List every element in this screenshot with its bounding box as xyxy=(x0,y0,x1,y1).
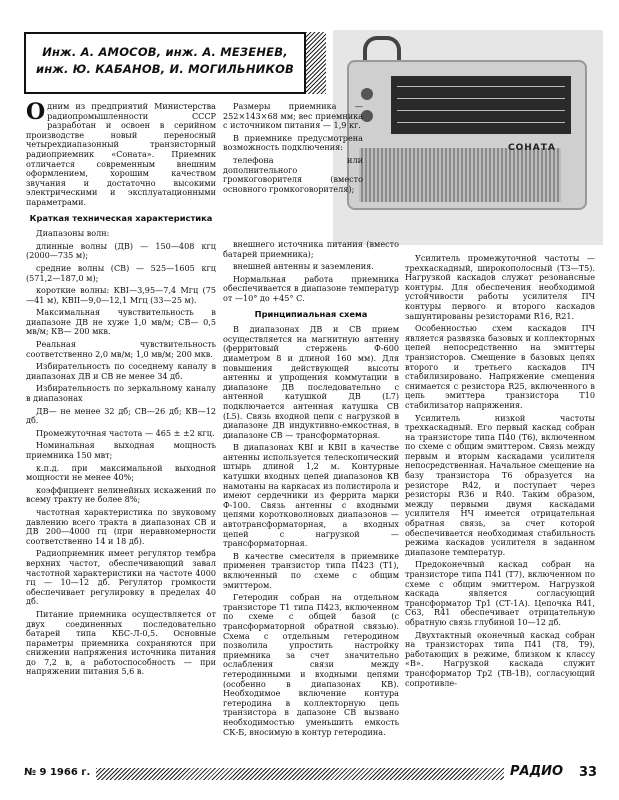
paragraph: средние волны (СВ) — 525—1605 кгц (571,2—187,0 м); xyxy=(26,262,216,283)
radio-speaker-grille xyxy=(359,148,561,202)
paragraph: Избирательность по зеркальному каналу в диапазонах xyxy=(26,383,216,404)
intro-paragraph xyxy=(26,99,216,208)
dropcap: О xyxy=(26,99,46,125)
paragraph: Предоконечный каскад собран на транзисторе типа П41 (T7), включенном по схеме с общим эмиттером. Нагрузкой каскада является согласующий трансформатор Tp1 (СТ-1А). Цепочка R41, C63, R41 обеспечивает отрицательную обратную связь глубиной 10—12 дб. xyxy=(405,559,595,627)
paragraph: Реальная чувствительность соответственно 2,0 мв/м; 1,0 мв/м; 200 мкв. xyxy=(26,339,216,359)
paragraph: ДВ— не менее 32 дб; СВ—26 дб; КВ—12 дб. xyxy=(26,405,216,426)
paragraph: телефона или дополнительного громкоговорителя (вместо основного громкоговорителя); xyxy=(223,154,363,194)
paragraph: Максимальная чувствительность в диапазоне ДВ не хуже 1,0 мв/м; СВ— 0,5 мв/м; КВ— 200 мкв. xyxy=(26,307,216,337)
column-2-top xyxy=(223,102,363,197)
paragraph: Усилитель низкой частоты трехкаскадный. Его первый каскад собран на транзисторе типа П40 (T6), включенном по схеме с общим эмиттером. Связь между первым и вторым каскадами усилителя непосредственная. Начальное смещение на базу транзистора T6 образуется на резисторе R42, и поступает через резисторы R36 и R40. Таким образом, между первыми двумя каскадами усилителя НЧ имеется отрицательная обратная связь, за счет которой обеспечивается необходимая стабильность режима каскадов усилителя в заданном диапазоне температур. xyxy=(405,412,595,557)
paragraph: Гетеродин собран на отдельном транзисторе T1 типа П423, включенном по схеме с общей базой (с трансформаторной обратной связью). Схема с отдельным гетеродином позволила упростить настройку приемника за счет значительно ослабления связи между гетеродинными и входными цепями (особенно в диапазонах КВ). Необходимое включение контура гетеродина в коллекторную цепь транзистора в дапазоне СВ вызвано необходимостью уменьшить емкость CК-Б, вносимую в контур гетеродина. xyxy=(223,592,399,737)
hatch-divider-footer xyxy=(96,768,504,780)
paragraph: В качестве смесителя в приемнике применен транзистор типа П423 (T1), включенный по схеме с общим эмиттером. xyxy=(223,550,399,590)
page-number: 33 xyxy=(579,765,598,780)
paragraph: Радиоприемник имеет регулятор тембра верхних частот, обеспечивающий завал частотной характеристики на частоте 4000 гц — 10—12 дб. Регулятор громкости обеспечивает регулировку в пределах 40 дб. xyxy=(26,548,216,607)
hatch-divider-top xyxy=(306,32,326,94)
paragraph: Избирательность по соседнему каналу в диапазонах ДВ и СВ не менее 34 дб. xyxy=(26,361,216,381)
radio-tuning-panel xyxy=(391,76,571,134)
paragraph: короткие волны: КВI—3,95—7,4 Мгц (75—41 м), КВII—9,0—12,1 Мгц (33—25 м). xyxy=(26,285,216,305)
paragraph: Особенностью схем каскадов ПЧ является развязка базовых и коллекторных цепей непосредственно на эмиттеры транзисторов. Смещение в базовых цепях второго и третьего каскадов ПЧ стабилизировано. Напряжение смещения снимается с резистора R25, включенного в цепь эмиттера транзистора T10 стабилизатор напряжения. xyxy=(405,323,595,410)
paragraph: Номинальная выходная мощность приемника 150 мвт; xyxy=(26,440,216,460)
paragraph: Питание приемника осуществляется от двух соединенных последовательно батарей типа КБС-Л-0,5. Основные параметры приемника сохраняются при снижении напряжения источника питания до 7,2 в, а работоспособность — при напряжении питания 5,6 в. xyxy=(26,608,216,677)
intro-text: дним из предприятий Министерства радиопромышленности СССР разработан и освоен в серийном производстве новый переносный четырехдиапазонный транзисторный радиоприемник «Соната». Приемник отличается современным внешним оформлением, хорошим качеством звучания и достаточно высокими электрическими и эксплуатационными параметрами. xyxy=(26,101,216,207)
paragraph: к.п.д. при максимальной выходной мощности не менее 40%; xyxy=(26,462,216,483)
authors-box xyxy=(24,32,306,94)
paragraph: частотная характеристика по звуковому давлению всего тракта в диапазонах СВ и ДВ 200—4000 гц (при неравномерности соответственно 14 и 18 дб). xyxy=(26,506,216,546)
paragraph: В диапазонах ДВ и СВ прием осуществляется на магнитную антенну (ферритовый стержень Ф-600 диаметром 8 и длиной 160 мм). Для повышения действующей высоты антенны и упрощения коммутации в диапазоне ДВ последовательно с антенной катушкой ДВ (L7) подключается антенная катушка СВ (L5). Связь входной цепи с нагрузкой в диапазоне ДВ индуктивно-емкостная, в диапазоне СВ — трансформаторная. xyxy=(223,324,399,440)
paragraph: Нормальная работа приемника обеспечивается в диапазоне температур от —10° до +45° С. xyxy=(223,273,399,303)
radio-knob xyxy=(361,88,373,100)
issue-number: № 9 1966 г. xyxy=(24,767,91,778)
radio-brand-label: СОНАТА xyxy=(508,143,556,153)
paragraph: Диапазоны волн: xyxy=(36,228,110,239)
paragraph: коэффициент нелинейных искажений по всему тракту не более 8%; xyxy=(26,484,216,505)
specs-heading: Краткая техническая характеристика xyxy=(29,212,213,223)
paragraph: В приемнике предусмотрена возможность подключения: xyxy=(223,132,363,153)
paragraph: Размеры приемника — 252×143×68 мм; вес приемника с источником питания — 1,9 кг. xyxy=(223,101,363,131)
magazine-name: РАДИО xyxy=(510,764,564,779)
column-1 xyxy=(26,99,216,680)
column-2 xyxy=(223,240,399,740)
column-3 xyxy=(405,254,595,691)
paragraph: внешнего источника питания (вместо батарей приемника); xyxy=(223,239,399,259)
authors-line-2: инж. Ю. КАБАНОВ, И. МОГИЛЬНИКОВ xyxy=(35,62,295,76)
paragraph: Усилитель промежуточной частоты — трехкаскадный, широкополосный (T3—T5). Нагрузкой каскадов служат резонансные контуры. Для обеспечения необходимой устойчивости работы усилителя ПЧ контуры первого и второго каскадов зашунтированы резисторами R16, R21. xyxy=(405,253,595,321)
paragraph: внешней антенны и заземления. xyxy=(233,261,374,272)
paragraph: В диапазонах КВI и КВII в качестве антенны используется телескопический штырь длиной 1,2 м. Контурные катушки входных цепей диапазонов КВ намотаны на каркасах из полистирола и имеют сердечники из феррита марки Ф-100. Связь антенны с входными цепями коротковолновых диапазонов — автотрансформаторная, а входных цепей с нагрузкой — трансформаторная. xyxy=(223,442,399,549)
schematic-heading: Принципиальная схема xyxy=(254,308,368,319)
radio-photo xyxy=(333,30,603,245)
authors-line-1: Инж. А. АМОСОВ, инж. А. МЕЗЕНЕВ, xyxy=(42,45,288,59)
paragraph: Промежуточная частота — 465 ± ±2 кгц. xyxy=(36,427,215,438)
paragraph: Двухтактный оконечный каскад собран на транзисторах типа П41 (T8, T9), работающих в режиме, близком к классу «В». Нагрузкой каскада служит трансформатор Tp2 (ТВ-1В), согласующий сопротивле- xyxy=(405,629,595,688)
page-footer xyxy=(24,764,604,784)
paragraph: длинные волны (ДВ) — 150—408 кгц (2000—735 м); xyxy=(26,240,216,261)
